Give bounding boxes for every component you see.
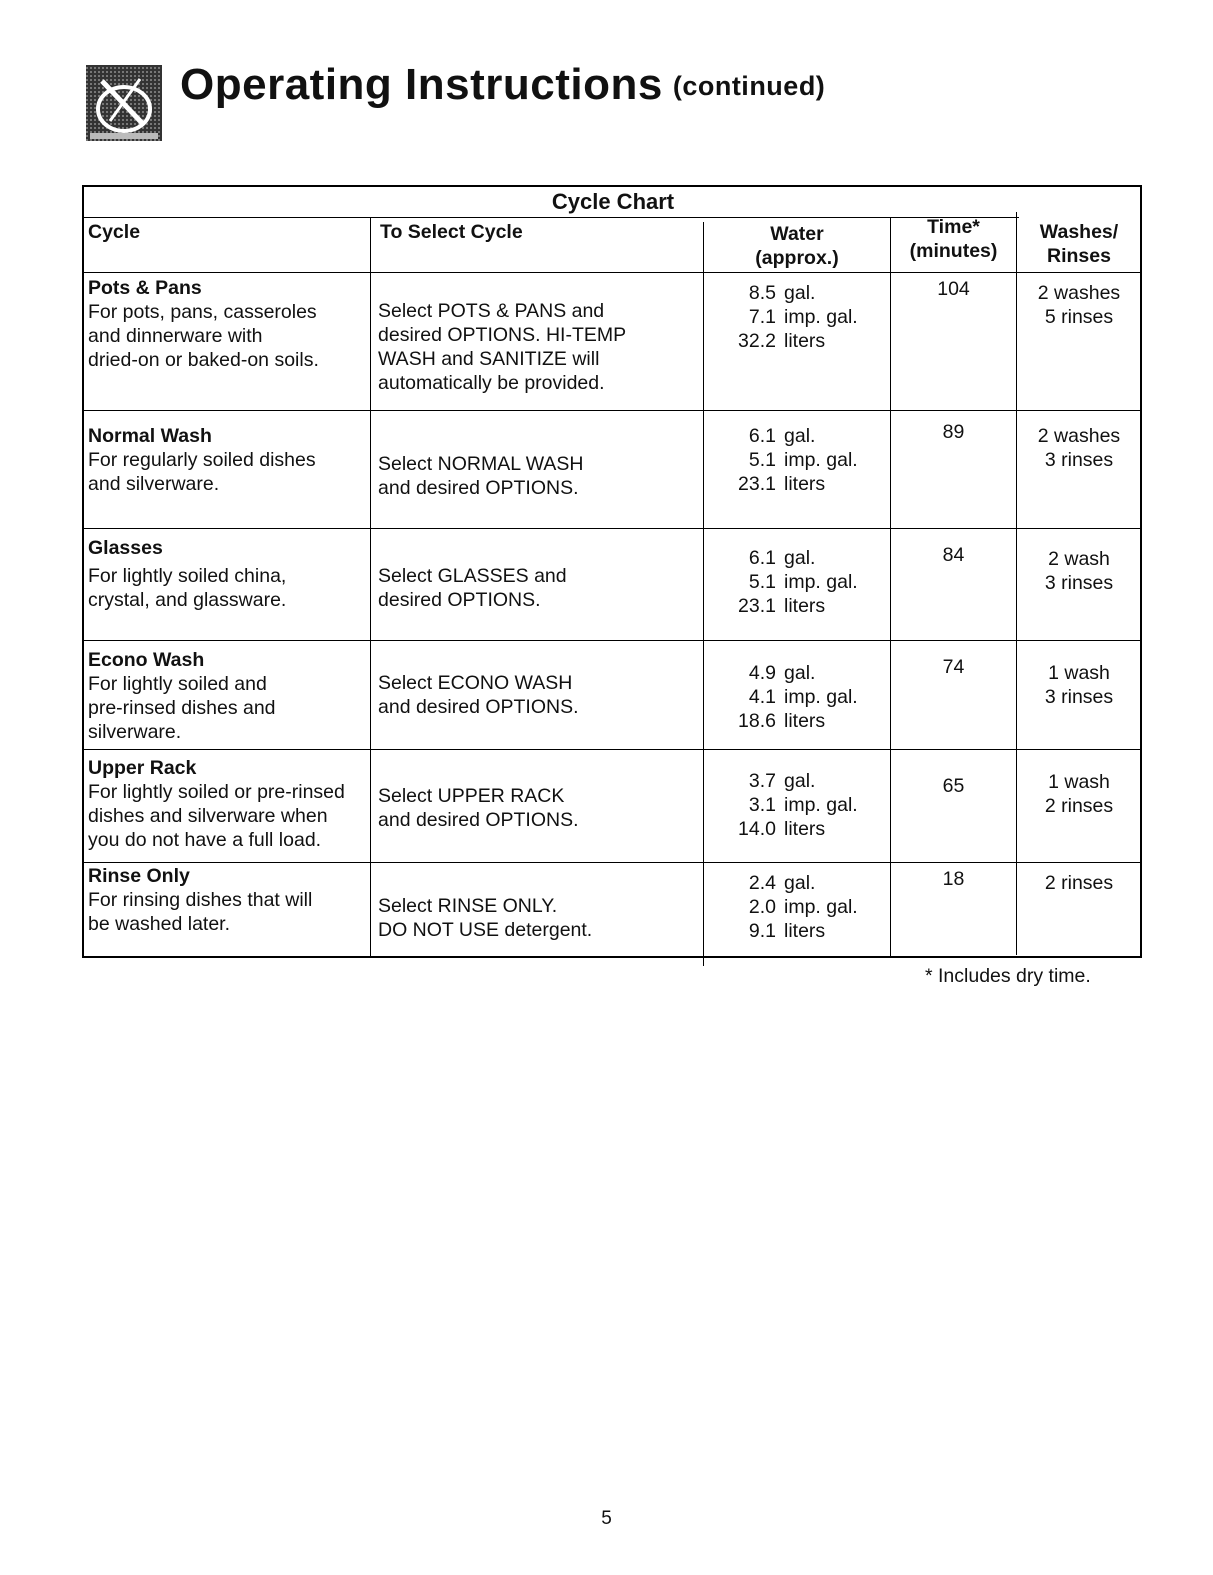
washes-value: 2 rinses: [1044, 872, 1114, 894]
column-header-time-line2: (minutes): [909, 240, 998, 262]
cycle-desc-line: For pots, pans, casseroles: [88, 301, 317, 323]
cycle-desc-line: be washed later.: [88, 913, 231, 935]
water-value: 9.1: [748, 920, 776, 942]
select-line: WASH and SANITIZE will: [378, 348, 600, 370]
washes-value: 1 wash: [1048, 662, 1110, 684]
water-unit: liters: [784, 473, 826, 495]
cycle-desc-line: For rinsing dishes that will: [88, 889, 313, 911]
water-value: 8.5: [748, 282, 776, 304]
select-line: Select NORMAL WASH: [378, 453, 584, 475]
water-line: [724, 281, 858, 305]
cycle-desc-line: crystal, and glassware.: [88, 589, 287, 611]
select-line: Select POTS & PANS and: [378, 300, 605, 322]
water-line: [724, 895, 858, 919]
select-line: and desired OPTIONS.: [378, 809, 579, 831]
water-unit: gal.: [784, 282, 816, 304]
cycle-cell: [88, 648, 276, 744]
rinses-value: 3 rinses: [1044, 572, 1114, 594]
row-divider: [84, 528, 1142, 529]
water-unit: gal.: [784, 770, 816, 792]
rinses-value: 3 rinses: [1044, 686, 1114, 708]
water-line: [724, 546, 858, 570]
cycle-name: Econo Wash: [88, 649, 205, 671]
water-unit: gal.: [784, 425, 816, 447]
cycle-cell: [88, 424, 316, 496]
water-value: 5.1: [748, 571, 776, 593]
water-cell: [724, 424, 858, 496]
column-header-time-line1: Time*: [927, 216, 980, 238]
washes-cell: [1017, 770, 1141, 818]
select-cell: [378, 784, 579, 832]
water-unit: liters: [784, 818, 826, 840]
select-cell: [378, 671, 579, 719]
water-line: [724, 817, 858, 841]
select-line: Select GLASSES and: [378, 565, 567, 587]
washes-cell: [1017, 547, 1141, 595]
select-line: automatically be provided.: [378, 372, 605, 394]
dishwasher-icon: [82, 63, 166, 147]
column-header-water-line2: (approx.): [755, 247, 839, 269]
water-value: 6.1: [748, 547, 776, 569]
column-header-water-line1: Water: [770, 223, 824, 245]
water-line: [724, 871, 858, 895]
row-divider: [84, 410, 1142, 411]
water-unit: liters: [784, 330, 826, 352]
water-unit: liters: [784, 595, 826, 617]
water-unit: liters: [784, 710, 826, 732]
cycle-name: Normal Wash: [88, 425, 212, 447]
cycle-desc-line: For regularly soiled dishes: [88, 449, 316, 471]
water-line: [724, 594, 858, 618]
water-line: [724, 424, 858, 448]
water-value: 23.1: [738, 473, 776, 495]
water-value: 4.1: [748, 686, 776, 708]
water-unit: gal.: [784, 662, 816, 684]
water-unit: imp. gal.: [784, 794, 858, 816]
water-value: 23.1: [738, 595, 776, 617]
row-divider: [84, 862, 1142, 863]
water-value: 3.1: [748, 794, 776, 816]
select-line: Select RINSE ONLY.: [378, 895, 558, 917]
page-title: [180, 60, 825, 110]
cycle-desc-line: For lightly soiled china,: [88, 565, 287, 587]
time-cell: 104: [937, 278, 970, 300]
water-line: [724, 305, 858, 329]
water-line: [724, 709, 858, 733]
select-cell: [378, 452, 584, 500]
water-line: [724, 793, 858, 817]
water-value: 14.0: [738, 818, 776, 840]
water-value: 18.6: [738, 710, 776, 732]
water-value: 2.4: [748, 872, 776, 894]
water-unit: imp. gal.: [784, 896, 858, 918]
header-rule: [84, 217, 1019, 218]
column-divider: [890, 217, 891, 958]
select-line: desired OPTIONS.: [378, 589, 541, 611]
cycle-desc-line: and dinnerware with: [88, 325, 263, 347]
water-value: 7.1: [748, 306, 776, 328]
water-value: 4.9: [748, 662, 776, 684]
time-cell: 65: [942, 775, 965, 797]
footnote: * Includes dry time.: [925, 965, 1091, 987]
select-line: Select UPPER RACK: [378, 785, 565, 807]
cycle-desc-line: For lightly soiled and: [88, 673, 267, 695]
cycle-desc-line: dried-on or baked-on soils.: [88, 349, 319, 371]
water-unit: imp. gal.: [784, 571, 858, 593]
water-cell: [724, 546, 858, 618]
cycle-desc-line: silverware.: [88, 721, 182, 743]
water-unit: gal.: [784, 547, 816, 569]
cycle-cell: [88, 756, 345, 852]
select-cell: [378, 299, 626, 395]
washes-value: 2 wash: [1048, 548, 1110, 570]
water-line: [724, 685, 858, 709]
cycle-cell: [88, 864, 312, 936]
page-title-text: Operating Instructions: [180, 60, 663, 109]
column-header-to-select: To Select Cycle: [380, 221, 523, 243]
cycle-chart: [82, 185, 1142, 958]
water-line: [724, 472, 858, 496]
washes-cell: [1017, 871, 1141, 895]
select-line: DO NOT USE detergent.: [378, 919, 593, 941]
page-number: 5: [601, 1508, 612, 1529]
rinses-value: 2 rinses: [1044, 795, 1114, 817]
select-cell: [378, 894, 592, 942]
washes-value: 1 wash: [1048, 771, 1110, 793]
cycle-name: Rinse Only: [88, 865, 190, 887]
cycle-desc-line: For lightly soiled or pre-rinsed: [88, 781, 345, 803]
column-divider: [370, 217, 371, 958]
washes-value: 2 washes: [1037, 425, 1121, 447]
row-divider: [84, 640, 1142, 641]
water-value: 2.0: [748, 896, 776, 918]
water-value: 5.1: [748, 449, 776, 471]
time-cell: 84: [942, 544, 965, 566]
time-cell: 89: [942, 421, 965, 443]
washes-value: 2 washes: [1037, 282, 1121, 304]
water-unit: liters: [784, 920, 826, 942]
column-header-washes: [1017, 220, 1141, 268]
row-divider: [84, 272, 1142, 273]
select-line: desired OPTIONS. HI-TEMP: [378, 324, 627, 346]
select-line: Select ECONO WASH: [378, 672, 573, 694]
water-unit: imp. gal.: [784, 306, 858, 328]
water-cell: [724, 769, 858, 841]
water-value: 3.7: [748, 770, 776, 792]
time-cell: 74: [942, 656, 965, 678]
cycle-cell: [88, 536, 286, 612]
time-cell: 18: [942, 868, 965, 890]
water-line: [724, 919, 858, 943]
cycle-name: Pots & Pans: [88, 277, 202, 299]
cycle-name: Upper Rack: [88, 757, 197, 779]
water-unit: gal.: [784, 872, 816, 894]
column-header-washes-line2: Rinses: [1047, 245, 1111, 267]
water-cell: [724, 281, 858, 353]
water-unit: imp. gal.: [784, 686, 858, 708]
cycle-desc-line: you do not have a full load.: [88, 829, 322, 851]
water-value: 32.2: [738, 330, 776, 352]
select-line: and desired OPTIONS.: [378, 696, 579, 718]
cycle-desc-line: pre-rinsed dishes and: [88, 697, 276, 719]
cycle-desc-line: dishes and silverware when: [88, 805, 328, 827]
water-line: [724, 661, 858, 685]
column-header-washes-line1: Washes/: [1039, 221, 1119, 243]
column-header-time: [891, 215, 1016, 263]
rinses-value: 3 rinses: [1044, 449, 1114, 471]
select-line: and desired OPTIONS.: [378, 477, 579, 499]
water-cell: [724, 871, 858, 943]
washes-cell: [1017, 661, 1141, 709]
washes-cell: [1017, 424, 1141, 472]
cycle-desc-line: and silverware.: [88, 473, 220, 495]
water-value: 6.1: [748, 425, 776, 447]
rinses-value: 5 rinses: [1044, 306, 1114, 328]
water-line: [724, 329, 858, 353]
column-header-water: [704, 222, 890, 270]
column-header-cycle: Cycle: [88, 221, 141, 243]
water-line: [724, 448, 858, 472]
cycle-name: Glasses: [88, 537, 163, 559]
water-line: [724, 769, 858, 793]
water-line: [724, 570, 858, 594]
column-divider: [703, 222, 704, 966]
row-divider: [84, 749, 1142, 750]
water-unit: imp. gal.: [784, 449, 858, 471]
water-cell: [724, 661, 858, 733]
cycle-cell: [88, 276, 319, 372]
washes-cell: [1017, 281, 1141, 329]
page-subtitle: (continued): [672, 71, 826, 101]
select-cell: [378, 564, 567, 612]
chart-title: Cycle Chart: [551, 189, 675, 214]
